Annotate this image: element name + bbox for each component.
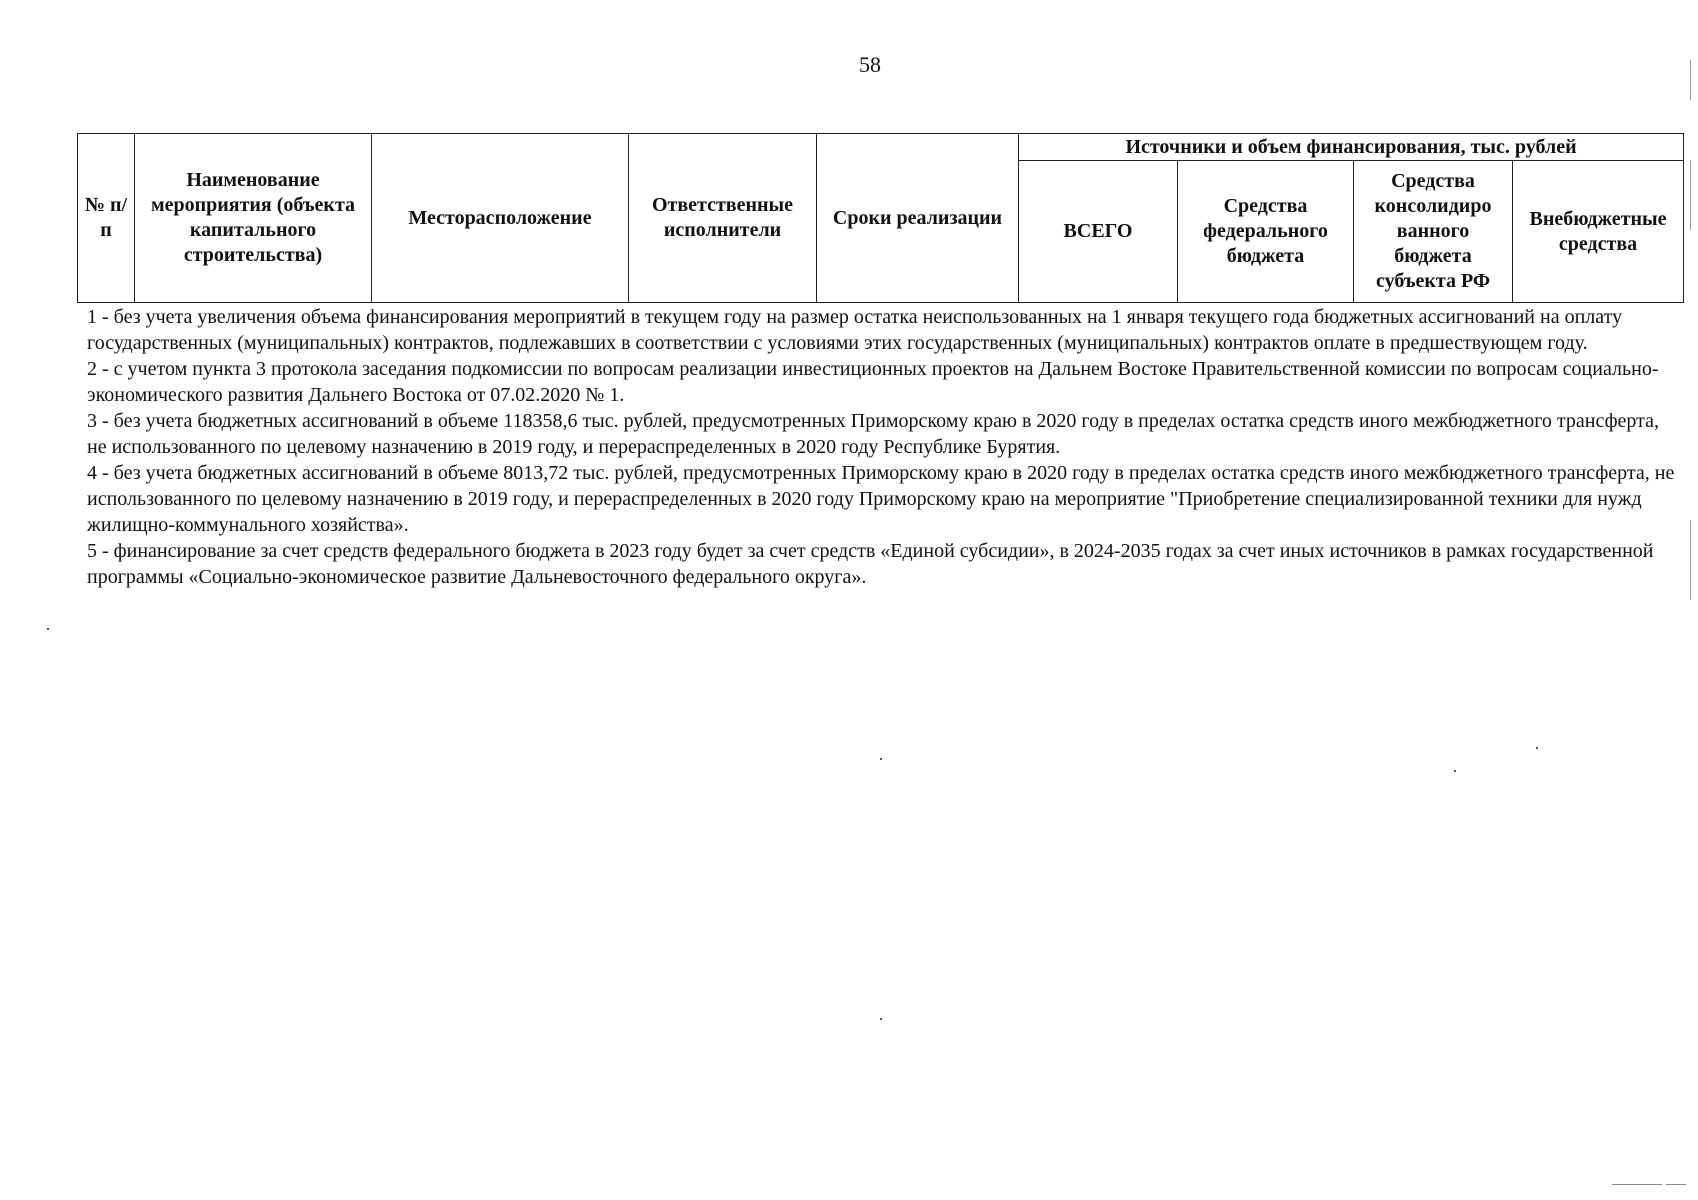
header-consolidated: Средства консолидиро ванного бюджета субъекта РФ: [1354, 161, 1513, 303]
scan-edge-mark: [1690, 60, 1691, 100]
header-executors: Ответственные исполнители: [629, 134, 817, 303]
scan-dot: [1454, 770, 1456, 772]
footnote-3: 3 - без учета бюджетных ассигнований в объеме 118358,6 тыс. рублей, предусмотренных Приморскому краю в 2020 году в пределах остатка средств иного межбюджетного трансферта, не использованного по целевому назначению в 2019 году, и перераспределенных в 2020 году Республике Бурятия.: [87, 410, 1660, 458]
scan-dot: [880, 1018, 882, 1020]
footnote-1: 1 - без учета увеличения объема финансирования мероприятий в текущем году на размер остатка неиспользованных на 1 января текущего года бюджетных ассигнований на оплату государственных (муниципальных) контрактов, подлежавших в соответствии с условиями этих государственных (муниципальных) контрактов оплате в предшествующем году.: [87, 306, 1623, 354]
header-federal: Средства федерального бюджета: [1178, 161, 1354, 303]
scan-edge-mark: [1690, 520, 1691, 600]
page-number: 58: [859, 52, 881, 77]
scan-dot: [47, 628, 49, 630]
header-terms: Сроки реализации: [817, 134, 1019, 303]
scan-dot: [1536, 747, 1538, 749]
header-sources-group: Источники и объем финансирования, тыс. рублей: [1019, 134, 1684, 161]
scan-dash: [1612, 1184, 1662, 1185]
footnote-5: 5 - финансирование за счет средств федерального бюджета в 2023 году будет за счет средств «Единой субсидии», в 2024-2035 годах за счет иных источников в рамках государственной программы «Социально-экономическое развитие Дальневосточного федерального округа».: [87, 540, 1654, 588]
scan-dot: [880, 758, 882, 760]
footnote-2: 2 - с учетом пункта 3 протокола заседания подкомиссии по вопросам реализации инвестиционных проектов на Дальнем Востоке Правительственной комиссии по вопросам социально-экономического развития Дальнего Востока от 07.02.2020 № 1.: [87, 358, 1659, 406]
scan-dash: [1666, 1184, 1686, 1185]
header-extrabudget: Внебюджетные средства: [1513, 161, 1684, 303]
financing-table: [77, 133, 1684, 303]
header-name: Наименование мероприятия (объекта капитального строительства): [135, 134, 372, 303]
footnote-4: 4 - без учета бюджетных ассигнований в объеме 8013,72 тыс. рублей, предусмотренных Приморскому краю в 2020 году в пределах остатка средств иного межбюджетного трансферта, не использованного по целевому назначению в 2019 году, и перераспределенных в 2020 году Приморскому краю на мероприятие "Приобретение специализированной техники для нужд жилищно-коммунального хозяйства».: [87, 462, 1675, 536]
header-total: ВСЕГО: [1019, 161, 1178, 303]
scan-edge-mark: [1690, 160, 1691, 230]
header-num: № п/п: [78, 134, 135, 303]
header-location: Месторасположение: [372, 134, 629, 303]
footnotes: [87, 304, 1677, 590]
